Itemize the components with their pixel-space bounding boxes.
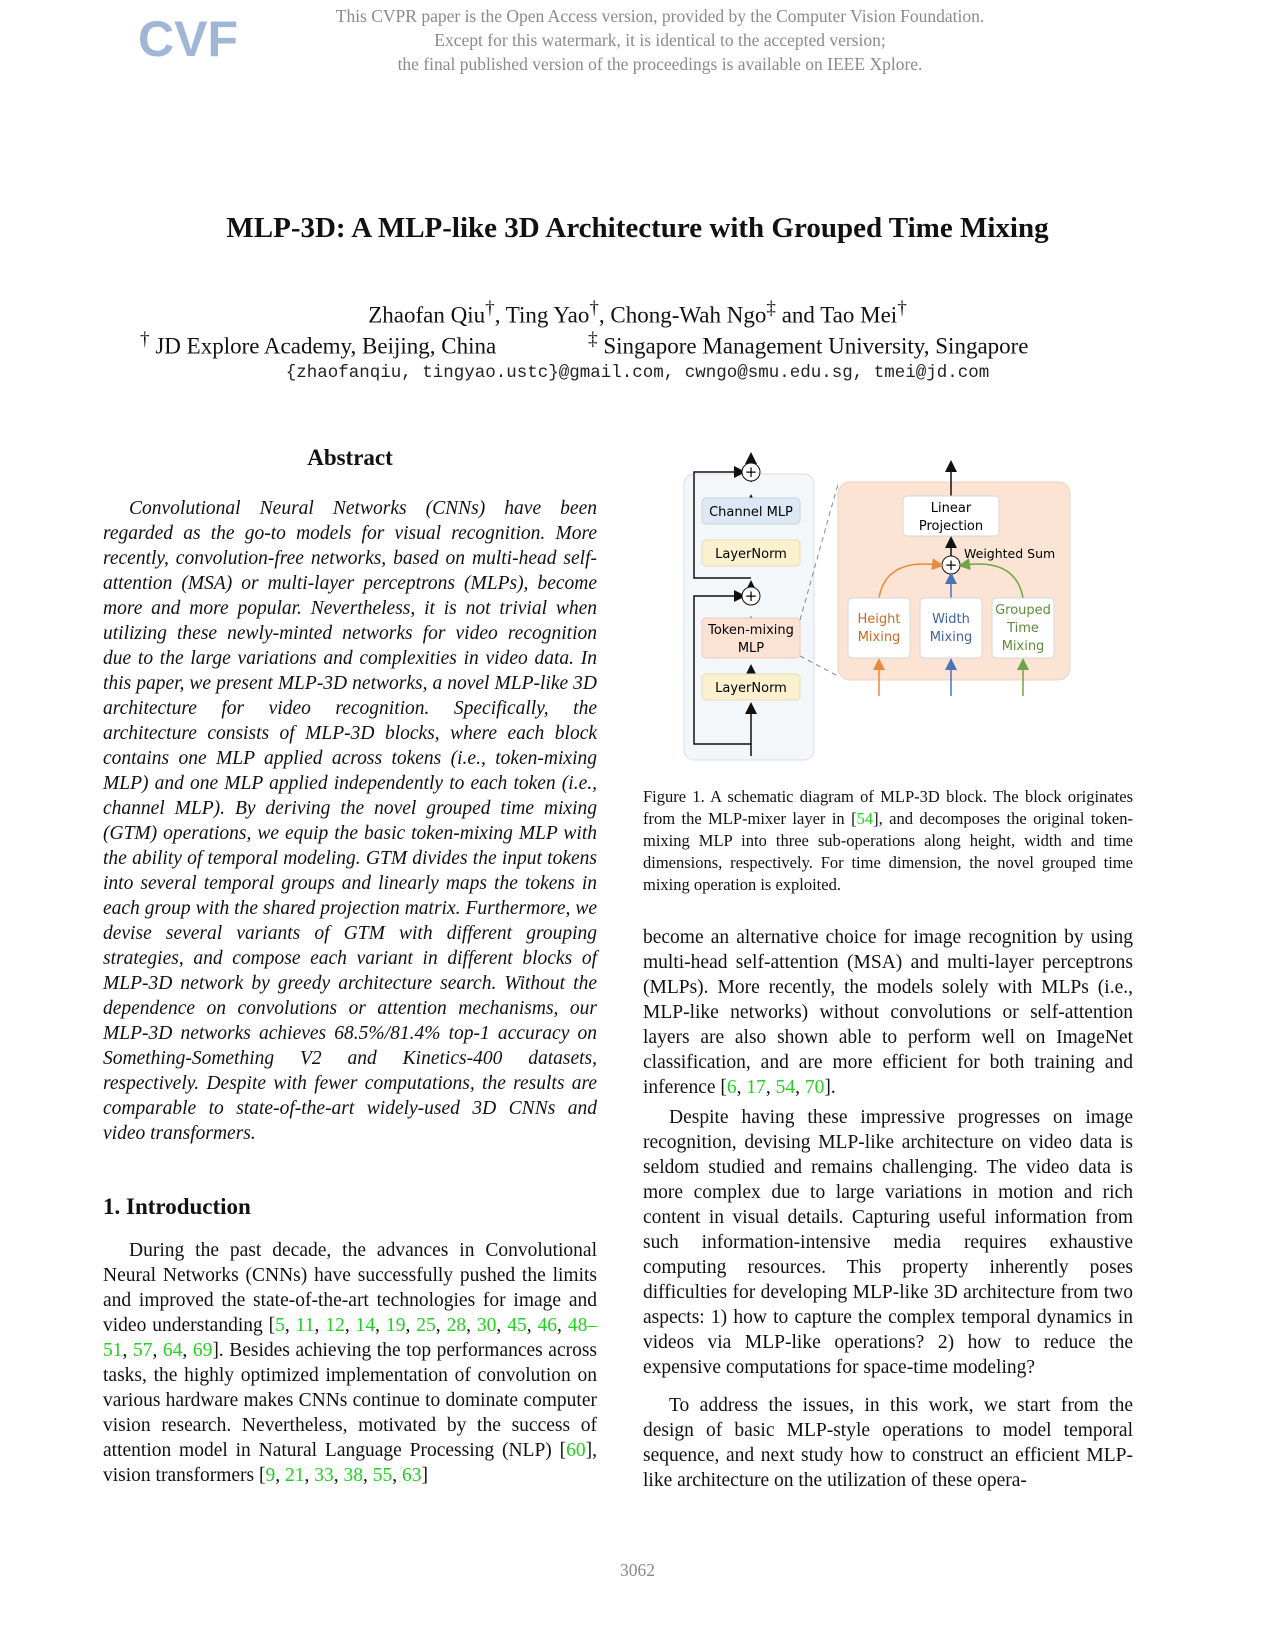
- cvf-logo: [138, 11, 238, 75]
- citation-link[interactable]: 14: [355, 1315, 376, 1336]
- svg-text:Mixing: Mixing: [929, 630, 973, 645]
- svg-text:Width: Width: [932, 612, 970, 627]
- svg-text:+: +: [744, 587, 758, 605]
- citation-link[interactable]: 28: [446, 1315, 467, 1336]
- watermark-line-3: the final published version of the proceedings is available on IEEE Xplore.: [397, 54, 923, 74]
- citation-link[interactable]: 55: [372, 1465, 393, 1486]
- citation-link[interactable]: 30: [476, 1315, 497, 1336]
- citation-link[interactable]: 17: [746, 1077, 766, 1098]
- citation-link[interactable]: 54: [856, 809, 874, 828]
- svg-text:Projection: Projection: [918, 519, 984, 534]
- citation-link[interactable]: 60: [566, 1440, 586, 1461]
- right-paragraph-3: To address the issues, in this work, we start from the design of basic MLP-style operations to model temporal sequence, and next study how to construct an efficient MLP-like architecture on the utilization of these opera-: [643, 1395, 1133, 1491]
- citation-link[interactable]: 63: [401, 1465, 422, 1486]
- intro-heading: 1. Introduction: [103, 1194, 251, 1219]
- right-paragraph-1: become an alternative choice for image recognition by using multi-head self-attention (MSA) and multi-layer perceptrons (MLPs). More recently, the models solely with MLPs (i.e., MLP-like networks) without convolutions or self-attention layers are also shown able to perform well on ImageNet classification, and are more efficient for both training and inference [6, 17, 54, 70].: [643, 927, 1133, 1098]
- svg-text:MLP: MLP: [737, 641, 765, 656]
- figure-1-caption: Figure 1. A schematic diagram of MLP-3D block. The block originates from the MLP-mixer layer in [54], and decomposes the original token-mixing MLP into three sub-operations along height, width and time dimensions, respectively. For time dimension, the novel grouped time mixing operation is exploited.: [643, 787, 1133, 894]
- citation-link[interactable]: 70: [804, 1077, 825, 1098]
- page-number: 3062: [620, 1560, 655, 1580]
- citation-link[interactable]: 54: [775, 1077, 796, 1098]
- citation-link[interactable]: 19: [385, 1315, 406, 1336]
- citation-link[interactable]: 33: [314, 1465, 334, 1486]
- author-list: Zhaofan Qiu†, Ting Yao†, Chong-Wah Ngo‡ and Tao Mei†: [368, 298, 907, 328]
- svg-text:+: +: [944, 556, 958, 574]
- svg-text:+: +: [744, 463, 758, 481]
- svg-text:LayerNorm: LayerNorm: [715, 547, 787, 562]
- svg-text:Time: Time: [1007, 621, 1039, 636]
- svg-text:Grouped: Grouped: [995, 603, 1051, 618]
- citation-link[interactable]: 5: [275, 1315, 285, 1336]
- svg-text:LayerNorm: LayerNorm: [715, 681, 787, 696]
- intro-paragraph-1: During the past decade, the advances in Convolutional Neural Networks (CNNs) have successfully pushed the limits and improved the state-of-the-art technologies for image and video understanding [5, 11, 12, 14, 19, 25, 28, 30, 45, 46, 48–51, 57, 64, 69]. Besides achieving the top performances across tasks, the highly optimized implementation of convolution on various hardware makes CNNs continue to dominate computer vision research. Nevertheless, motivated by the success of attention model in Natural Language Processing (NLP) [60], vision transformers [9, 21, 33, 38, 55, 63]: [103, 1240, 598, 1486]
- abstract-heading: Abstract: [307, 445, 393, 470]
- citation-link[interactable]: 9: [265, 1465, 276, 1486]
- figure-1-diagram: [680, 452, 1100, 767]
- citation-link[interactable]: 11: [295, 1315, 315, 1336]
- abstract-body: Convolutional Neural Networks (CNNs) have been regarded as the go-to models for visual recognition. More recently, convolution-free networks, based on multi-head self-attention (MSA) or multi-layer perceptrons (MLPs), become more and more popular. Nevertheless, it is not trivial when utilizing these newly-minted networks for video recognition due to the large variations and complexities in video data. In this paper, we present MLP-3D networks, a novel MLP-like 3D architecture for video recognition. Specifically, the architecture consists of MLP-3D blocks, where each block contains one MLP applied across tokens (i.e., token-mixing MLP) and one MLP applied independently to each token (i.e., channel MLP). By deriving the novel grouped time mixing (GTM) operations, we equip the basic token-mixing MLP with the ability of temporal modeling. GTM divides the input tokens into several temporal groups and linearly maps the tokens in each group with the shared projection matrix. Furthermore, we devise several variants of GTM with different grouping strategies, and compose each variant in different blocks of MLP-3D network by greedy architecture search. Without the dependence on convolutions or attention mechanisms, our MLP-3D networks achieves 68.5%/81.4% top-1 accuracy on Something-Something V2 and Kinetics-400 datasets, respectively. Despite with fewer computations, the results are comparable to state-of-the-art widely-used 3D CNNs and video transformers.: [103, 498, 597, 1144]
- svg-text:Channel MLP: Channel MLP: [709, 505, 793, 520]
- paper-title: MLP-3D: A MLP-like 3D Architecture with Grouped Time Mixing: [226, 212, 1049, 244]
- citation-link[interactable]: 57: [132, 1340, 153, 1361]
- cite-group-r1: 6, 17, 54, 70: [726, 1077, 825, 1098]
- cite-group-1: 5, 11, 12, 14, 19, 25, 28, 30, 45, 46, 48–51, 57, 64, 69: [103, 1315, 598, 1361]
- width-mixing-box: [920, 598, 982, 658]
- right-paragraph-2: Despite having these impressive progresses on image recognition, devising MLP-like architecture on video data is seldom studied and remains challenging. The video data is more complex due to large variations in motion and rich content in visual details. Capturing useful information from such information-intensive media requires exhaustive computing resources. This property inherently poses difficulties for developing MLP-like 3D architecture from two aspects: 1) how to capture the complex temporal dynamics in videos via MLP-like operations? 2) how to reduce the expensive computations for space-time modeling?: [643, 1107, 1133, 1378]
- svg-text:Height: Height: [857, 612, 901, 627]
- height-mixing-box: [848, 598, 910, 658]
- svg-text:Mixing: Mixing: [1001, 639, 1045, 654]
- weighted-sum-label: Weighted Sum: [964, 546, 1056, 561]
- author-3: Chong-Wah Ngo: [610, 302, 767, 328]
- citation-link[interactable]: 25: [416, 1315, 436, 1336]
- watermark-line-1: This CVPR paper is the Open Access version, provided by the Computer Vision Foundation.: [335, 6, 985, 26]
- citation-link[interactable]: 46: [537, 1315, 557, 1336]
- citation-link[interactable]: 6: [726, 1077, 737, 1098]
- citation-link[interactable]: 38: [343, 1465, 363, 1486]
- svg-text:Mixing: Mixing: [857, 630, 901, 645]
- affiliation-1: † JD Explore Academy, Beijing, China: [140, 329, 497, 359]
- author-1: Zhaofan Qiu: [368, 302, 486, 328]
- citation-link[interactable]: 45: [507, 1315, 527, 1336]
- svg-text:Linear: Linear: [930, 501, 972, 516]
- watermark-line-2: Except for this watermark, it is identical to the accepted version;: [434, 30, 886, 50]
- citation-link[interactable]: 69: [192, 1340, 213, 1361]
- citation-link[interactable]: 21: [284, 1465, 305, 1486]
- cvf-logo-text: CVF: [138, 11, 238, 67]
- author-4: Tao Mei: [820, 302, 898, 328]
- author-2: Ting Yao: [505, 302, 590, 328]
- affiliation-2: ‡ Singapore Management University, Singapore: [588, 329, 1029, 359]
- cite-group-3: 9, 21, 33, 38, 55, 63: [265, 1465, 422, 1486]
- citation-link[interactable]: 12: [325, 1315, 345, 1336]
- citation-link[interactable]: 48–51: [103, 1315, 598, 1361]
- author-emails: {zhaofanqiu, tingyao.ustc}@gmail.com, cwngo@smu.edu.sg, tmei@jd.com: [285, 363, 990, 383]
- citation-link[interactable]: 64: [162, 1340, 183, 1361]
- svg-text:Token-mixing: Token-mixing: [708, 623, 794, 638]
- watermark-notice: [300, 4, 1020, 76]
